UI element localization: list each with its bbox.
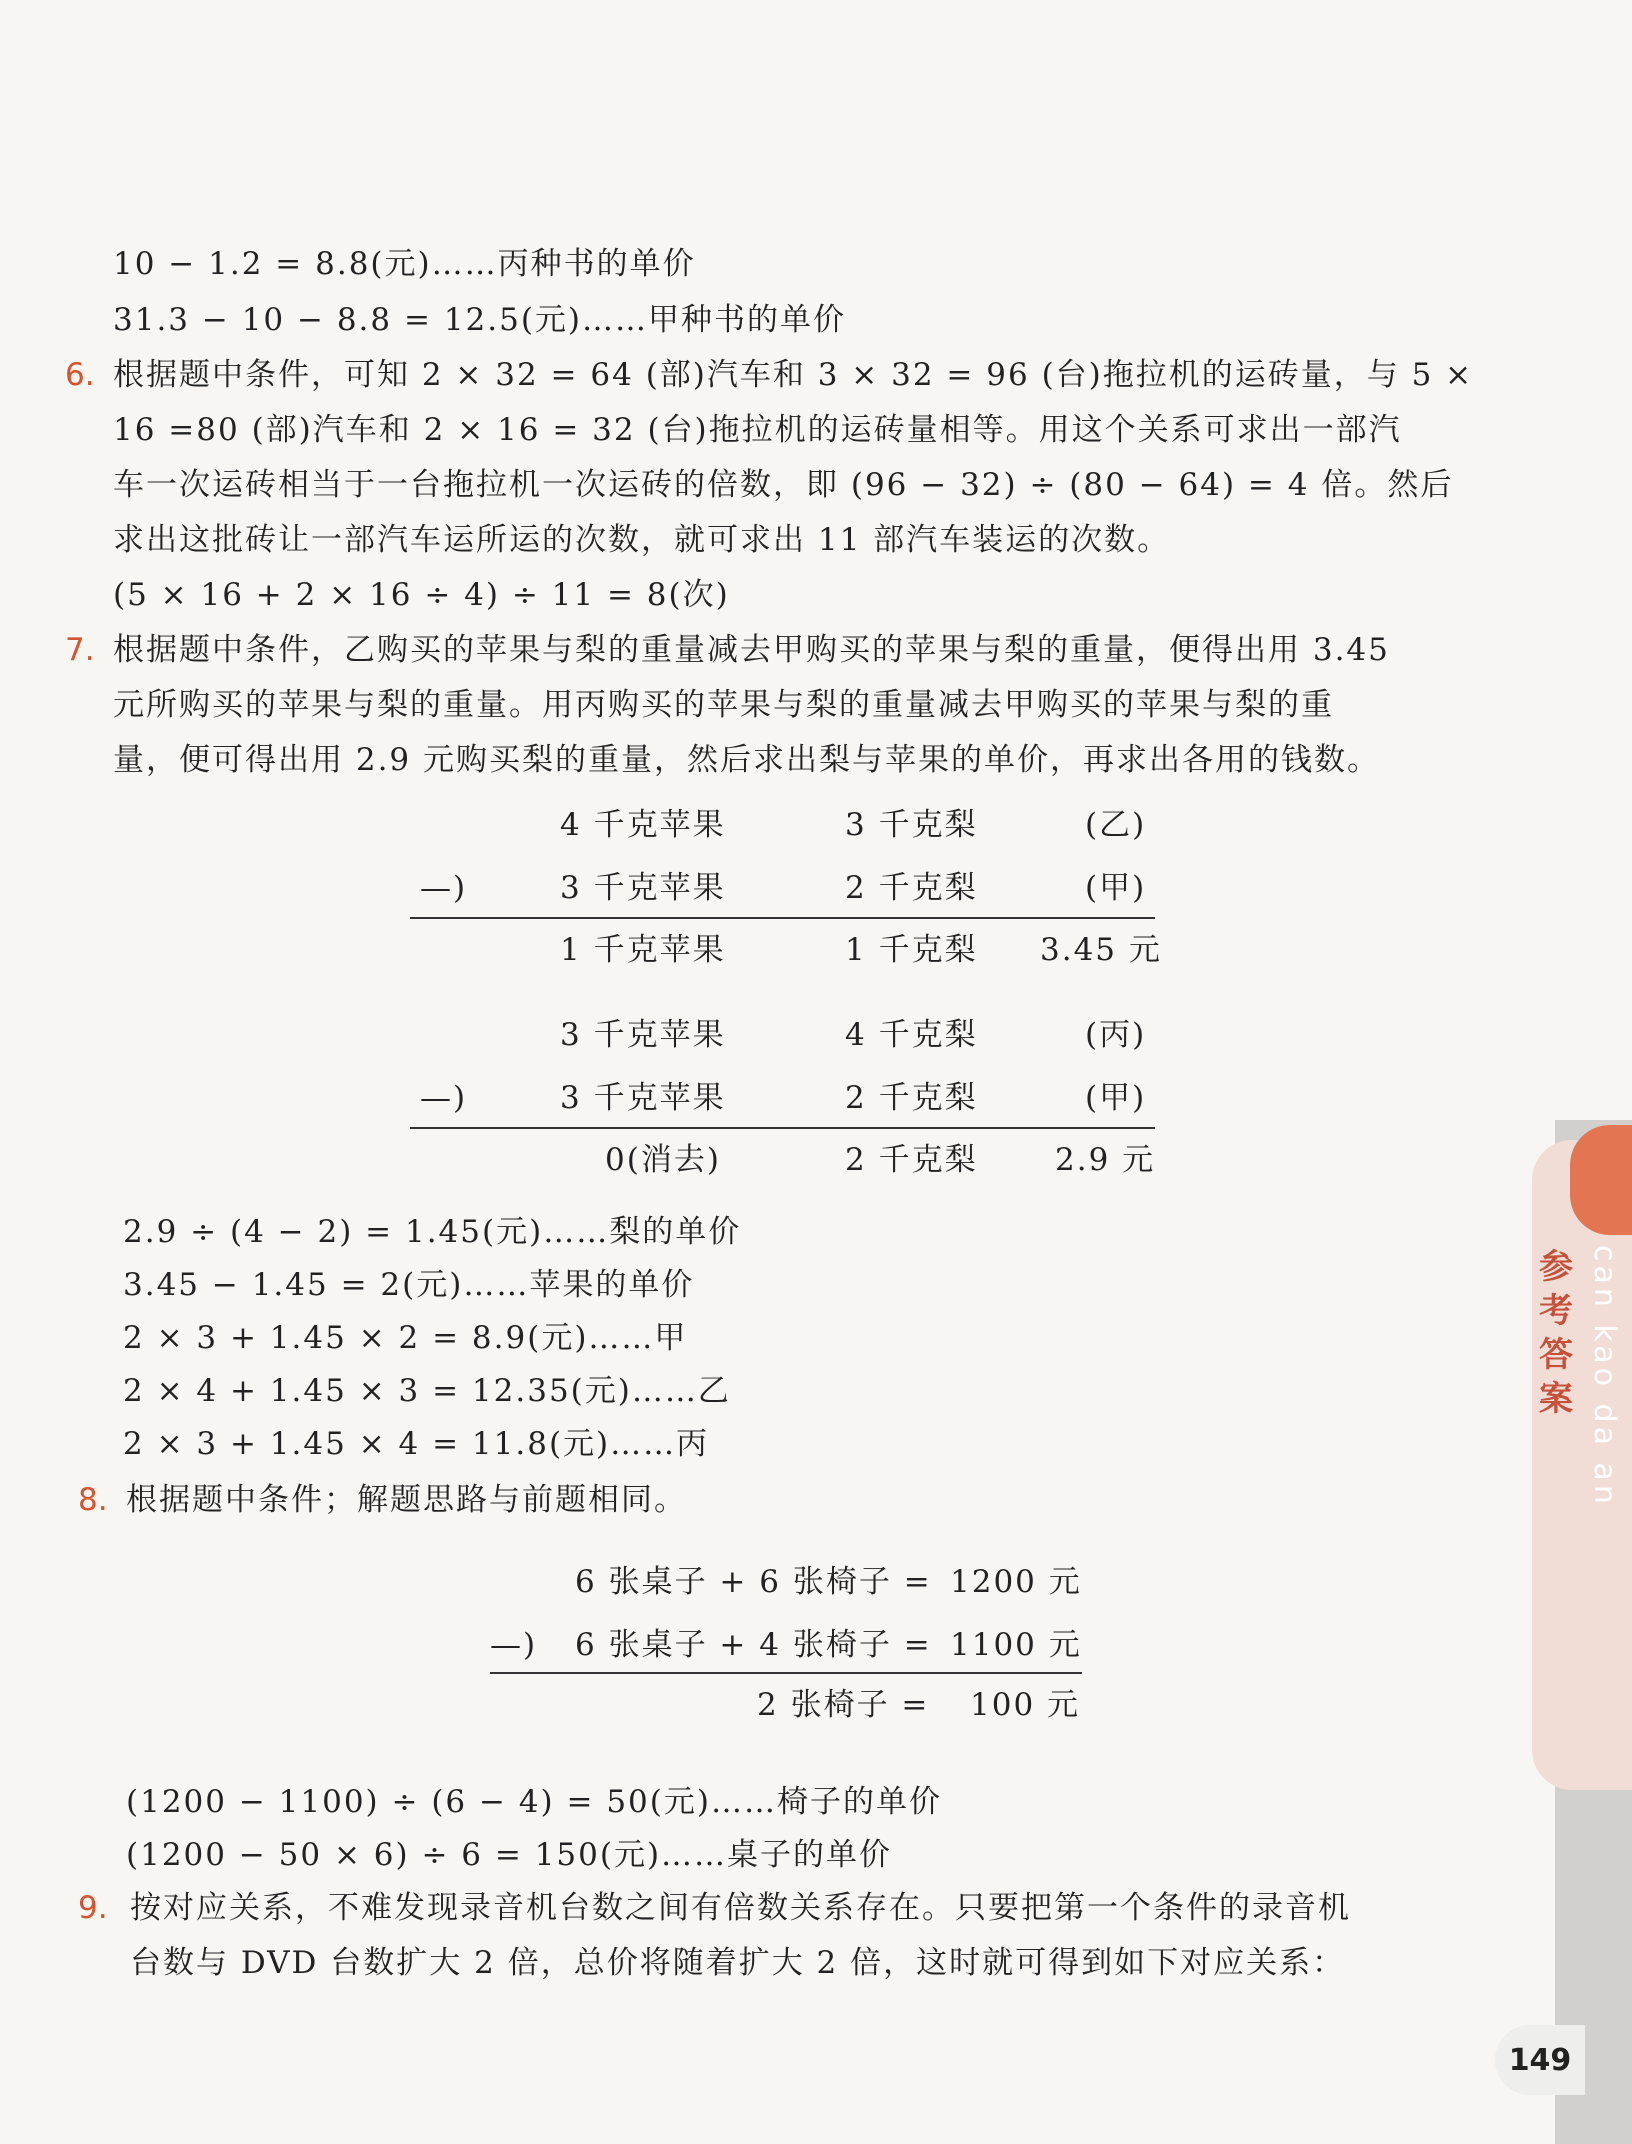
question-number-9: 9.: [78, 1890, 108, 1926]
table-cell: 3 千克苹果: [560, 870, 726, 906]
table-cell: 3 千克苹果: [560, 1080, 726, 1116]
divider-line: [490, 1672, 1082, 1674]
divider-line: [410, 917, 1155, 919]
minus-operator: —): [420, 1080, 468, 1116]
text-line: 根据题中条件，乙购买的苹果与梨的重量减去甲购买的苹果与梨的重量，便得出用 3.45: [113, 632, 1390, 668]
table-cell: 2 千克梨: [845, 1142, 978, 1178]
orange-decoration: [1570, 1125, 1632, 1235]
formula-line: 2 × 4 + 1.45 × 3 = 12.35(元)……乙: [123, 1373, 731, 1409]
table-cell: 2.9 元: [1055, 1142, 1156, 1178]
text-line: 按对应关系，不难发现录音机台数之间有倍数关系存在。只要把第一个条件的录音机: [130, 1890, 1351, 1926]
minus-operator: —): [490, 1627, 538, 1663]
section-title: 参 考 答 案: [1539, 1247, 1573, 1419]
minus-operator: —): [420, 870, 468, 906]
text-line: 量，便可得出用 2.9 元购买梨的重量，然后求出梨与苹果的单价，再求出各用的钱数。: [113, 742, 1381, 778]
table-cell: 1 千克梨: [845, 932, 978, 968]
text-line: 求出这批砖让一部汽车运所运的次数，就可求出 11 部汽车装运的次数。: [113, 522, 1171, 558]
table-cell: (甲): [1085, 870, 1147, 906]
text-line: 16 =80 (部)汽车和 2 × 16 = 32 (台)拖拉机的运砖量相等。用这个关系可求出一部汽: [113, 412, 1402, 448]
table-cell: 3 千克苹果: [560, 1017, 726, 1053]
text-line: 台数与 DVD 台数扩大 2 倍，总价将随着扩大 2 倍，这时就可得到如下对应关系：: [130, 1945, 1346, 1981]
table-cell: 4 千克苹果: [560, 807, 726, 843]
question-number-8: 8.: [78, 1482, 108, 1518]
formula-line: (5 × 16 + 2 × 16 ÷ 4) ÷ 11 = 8(次): [113, 577, 730, 613]
table-cell: 6 张桌子 + 4 张椅子 =: [575, 1627, 932, 1663]
table-cell: (乙): [1085, 807, 1147, 843]
table-cell: (丙): [1085, 1017, 1147, 1053]
table-cell: 1 千克苹果: [560, 932, 726, 968]
table-cell: (甲): [1085, 1080, 1147, 1116]
text-line: 31.3 − 10 − 8.8 = 12.5(元)……甲种书的单价: [113, 302, 847, 338]
table-cell: 3 千克梨: [845, 807, 978, 843]
text-line: 车一次运砖相当于一台拖拉机一次运砖的倍数，即 (96 − 32) ÷ (80 − 64) = 4 倍。然后: [113, 467, 1454, 503]
text-line: 元所购买的苹果与梨的重量。用丙购买的苹果与梨的重量减去甲购买的苹果与梨的重: [113, 687, 1334, 723]
formula-line: 3.45 − 1.45 = 2(元)……苹果的单价: [123, 1267, 695, 1303]
page-number: 149: [1495, 2025, 1585, 2095]
table-cell: 2 千克梨: [845, 870, 978, 906]
table-cell: 2 千克梨: [845, 1080, 978, 1116]
pinyin-label: can kao da an: [1587, 1245, 1622, 1508]
table-cell: 0(消去): [605, 1142, 721, 1178]
formula-line: (1200 − 50 × 6) ÷ 6 = 150(元)……桌子的单价: [126, 1837, 893, 1873]
text-line: 根据题中条件，可知 2 × 32 = 64 (部)汽车和 3 × 32 = 96 (台)拖拉机的运砖量，与 5 ×: [113, 357, 1474, 393]
formula-line: (1200 − 1100) ÷ (6 − 4) = 50(元)……椅子的单价: [126, 1784, 942, 1820]
divider-line: [410, 1127, 1155, 1129]
table-cell: 100 元: [970, 1687, 1081, 1723]
table-cell: 4 千克梨: [845, 1017, 978, 1053]
table-cell: 1100 元: [950, 1627, 1082, 1663]
text-line: 10 − 1.2 = 8.8(元)……丙种书的单价: [113, 246, 696, 282]
table-cell: 1200 元: [950, 1564, 1082, 1600]
table-cell: 6 张桌子 + 6 张椅子 =: [575, 1564, 932, 1600]
text-line: 根据题中条件；解题思路与前题相同。: [126, 1482, 687, 1518]
formula-line: 2.9 ÷ (4 − 2) = 1.45(元)……梨的单价: [123, 1214, 742, 1250]
formula-line: 2 × 3 + 1.45 × 2 = 8.9(元)……甲: [123, 1320, 688, 1356]
question-number-6: 6.: [65, 357, 95, 393]
formula-line: 2 × 3 + 1.45 × 4 = 11.8(元)……丙: [123, 1426, 710, 1462]
question-number-7: 7.: [65, 632, 95, 668]
table-cell: 2 张椅子 =: [757, 1687, 930, 1723]
table-cell: 3.45 元: [1040, 932, 1162, 968]
